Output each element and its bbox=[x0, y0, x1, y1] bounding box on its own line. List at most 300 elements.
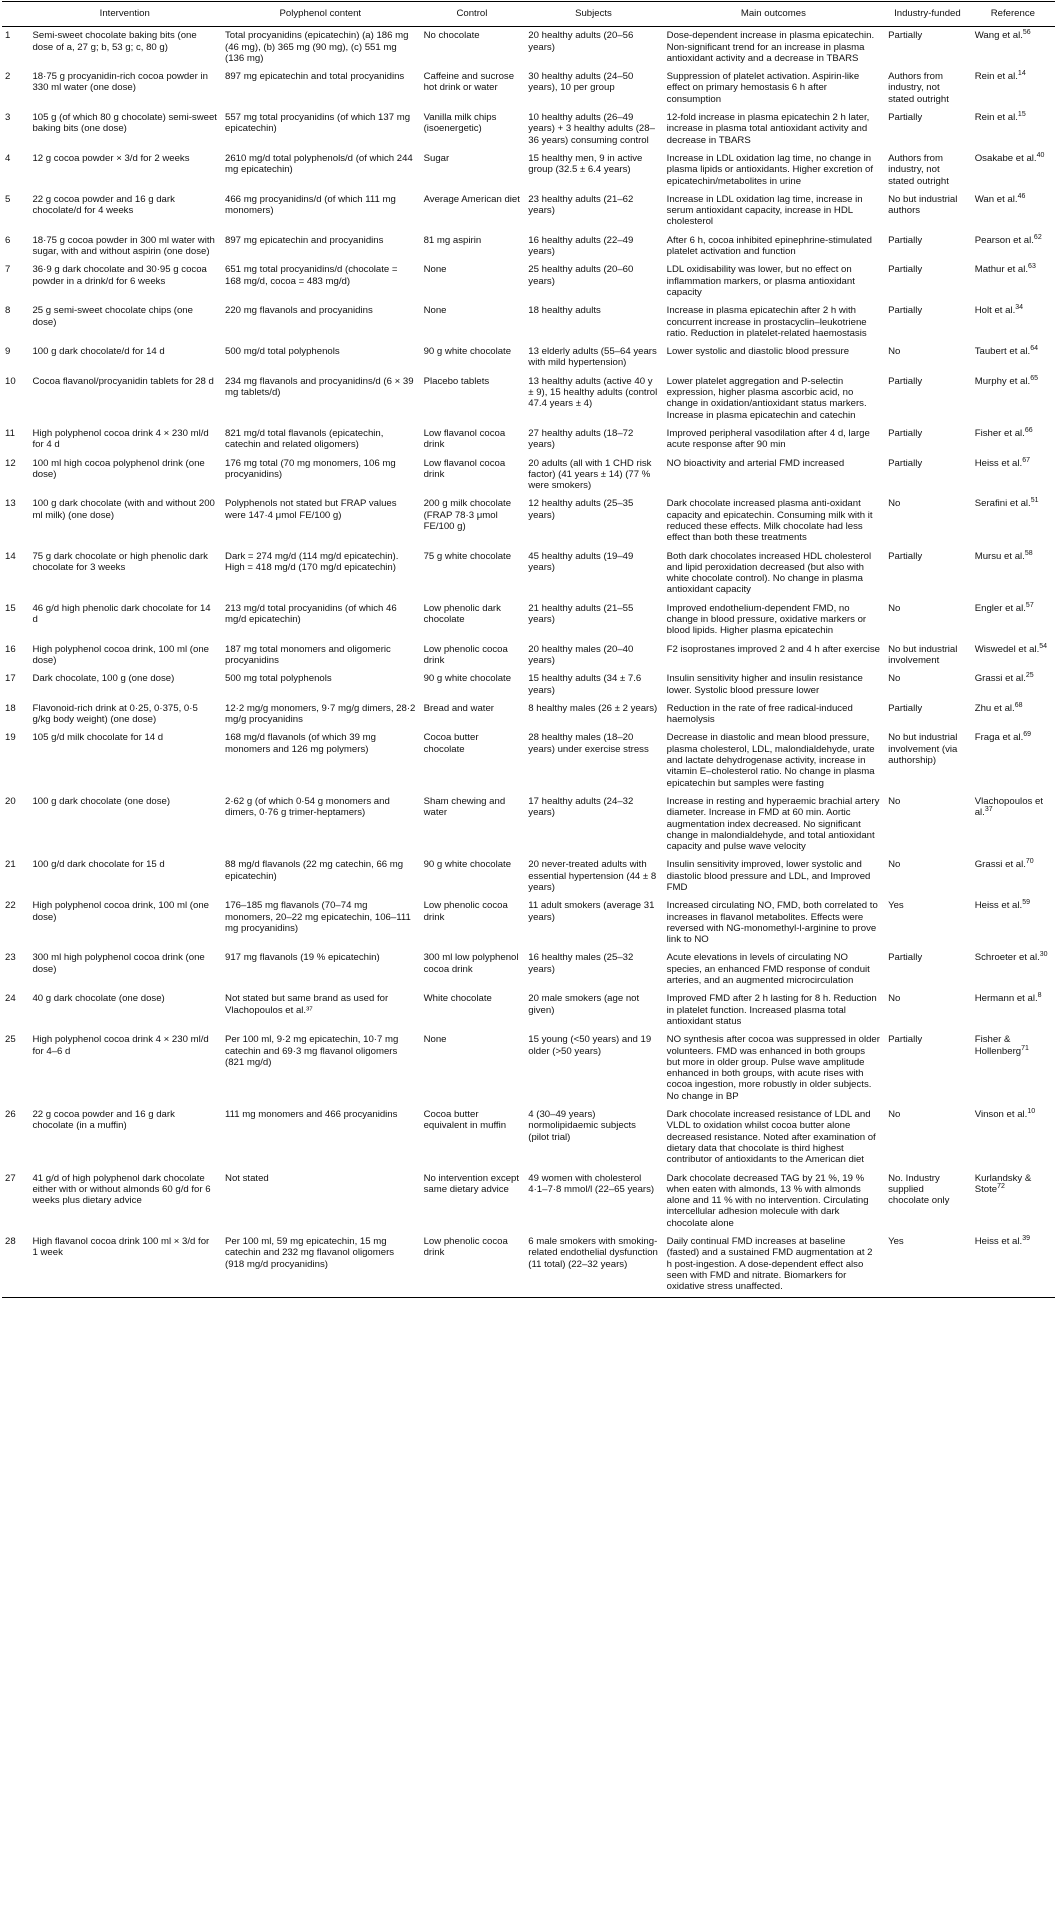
polyphenol-content-cell: 917 mg flavanols (19 % epicatechin) bbox=[225, 952, 380, 964]
industry-funded-cell: No but industrial authors bbox=[888, 193, 958, 217]
reference-text: Taubert et al. bbox=[974, 346, 1031, 358]
industry-funded-cell: No bbox=[888, 346, 901, 358]
industry-funded-cell: No bbox=[888, 498, 901, 510]
table-row bbox=[2, 150, 1055, 191]
reference-citation-number: 54 bbox=[1039, 642, 1048, 650]
reference-cell bbox=[971, 1170, 1055, 1233]
reference-citation-number: 69 bbox=[1023, 731, 1032, 739]
intervention-cell: 100 g/d dark chocolate for 15 d bbox=[32, 859, 165, 871]
polyphenol-content-cell: 12·2 mg/g monomers, 9·7 mg/g dimers, 28·2 mg/g procyanidins bbox=[225, 702, 416, 726]
intervention-cell: 18·75 g cocoa powder in 300 ml water with sugar, with and without aspirin (one dose) bbox=[32, 234, 215, 258]
main-outcomes-cell: Lower platelet aggregation and P-selectin expression, higher plasma ascorbic acid, no change in oxidation/antioxidant status markers. Increase in plasma epicatechin and catechin bbox=[666, 375, 867, 421]
table-row bbox=[2, 641, 1055, 671]
row-number: 11 bbox=[5, 427, 15, 439]
table-row bbox=[2, 1106, 1055, 1169]
reference-text: Rein et al. bbox=[974, 71, 1018, 83]
row-number: 28 bbox=[2, 1233, 28, 1297]
subjects-cell: 17 healthy adults (24–32 years) bbox=[528, 795, 634, 819]
control-cell: No chocolate bbox=[423, 30, 480, 42]
reference-citation-number: 64 bbox=[1030, 344, 1038, 352]
main-outcomes-cell: Improved FMD after 2 h lasting for 8 h. Reduction in platelet function. Increased plasma total antioxidant status bbox=[666, 993, 877, 1027]
control-cell: None bbox=[423, 305, 447, 317]
row-number: 9 bbox=[5, 346, 11, 358]
subjects-cell: 20 adults (all with 1 CHD risk factor) (41 years ± 14) (77 % were smokers) bbox=[528, 457, 652, 492]
control-cell: Cocoa butter equivalent in muffin bbox=[423, 1109, 507, 1132]
reference-text: Heiss et al. bbox=[974, 457, 1023, 469]
row-number: 5 bbox=[5, 193, 11, 205]
subjects-cell: 4 (30–49 years) normolipidaemic subjects (pilot trial) bbox=[528, 1109, 636, 1143]
table-row bbox=[2, 700, 1055, 730]
subjects-cell: 30 healthy adults (24–50 years), 10 per group bbox=[528, 71, 634, 94]
reference-text: Kurlandsky & Stote bbox=[974, 1172, 1032, 1195]
main-outcomes-cell: Improved peripheral vasodilation after 4 d, large acute response after 90 min bbox=[666, 427, 870, 451]
row-number: 23 bbox=[5, 952, 16, 964]
table-row bbox=[2, 856, 1055, 897]
table-row bbox=[2, 1031, 1055, 1106]
polyphenol-content-cell: Per 100 ml, 59 mg epicatechin, 15 mg catechin and 232 mg flavanol oligomers (918 mg/d procyanidins) bbox=[221, 1233, 420, 1297]
intervention-cell: 105 g/d milk chocolate for 14 d bbox=[32, 732, 164, 744]
intervention-cell: 46 g/d high phenolic dark chocolate for 14 d bbox=[32, 602, 211, 626]
reference-citation-number: 71 bbox=[1021, 1044, 1029, 1052]
intervention-cell: High polyphenol cocoa drink 4 × 230 ml/d for 4 d bbox=[32, 427, 209, 451]
reference-citation-number: 8 bbox=[1037, 992, 1042, 1000]
control-cell: Low phenolic cocoa drink bbox=[423, 900, 508, 923]
industry-funded-cell: Partially bbox=[888, 427, 923, 439]
control-cell: 75 g white chocolate bbox=[423, 550, 512, 562]
row-number: 4 bbox=[5, 152, 11, 164]
control-cell: None bbox=[423, 264, 447, 276]
polyphenol-content-cell: Polyphenols not stated but FRAP values were 147·4 μmol FE/100 g) bbox=[225, 498, 397, 521]
subjects-cell: 13 healthy adults (active 40 y ± 9), 15 healthy adults (control 47.4 years ± 4) bbox=[528, 375, 658, 410]
reference-citation-number: 70 bbox=[1025, 858, 1034, 866]
subjects-cell: 15 healthy men, 9 in active group (32.5 ± 6.4 years) bbox=[528, 152, 643, 176]
reference-citation-number: 56 bbox=[1022, 29, 1031, 37]
reference-citation-number: 67 bbox=[1022, 456, 1030, 464]
table-row bbox=[2, 261, 1055, 302]
polyphenol-content-cell: 2610 mg/d total polyphenols/d (of which 244 mg epicatechin) bbox=[225, 152, 413, 176]
control-cell: 90 g white chocolate bbox=[423, 859, 512, 871]
main-outcomes-cell: Decrease in diastolic and mean blood pressure, plasma cholesterol, LDL, malondialdehyde, urate and lactate dehydrogenase activity, increase in vitamin E–cholesterol ratio. No change in plasma epicatechin but samples were fasting bbox=[666, 732, 875, 789]
table-row bbox=[2, 455, 1055, 496]
reference-text: Wiswedel et al. bbox=[974, 643, 1040, 655]
intervention-cell: 100 g dark chocolate (with and without 200 ml milk) (one dose) bbox=[32, 498, 215, 521]
intervention-cell: 22 g cocoa powder and 16 g dark chocolate/d for 4 weeks bbox=[32, 193, 175, 217]
polyphenol-content-cell: 500 mg/d total polyphenols bbox=[225, 346, 340, 358]
control-cell: Sugar bbox=[423, 152, 450, 164]
intervention-cell: 105 g (of which 80 g chocolate) semi-sweet baking bits (one dose) bbox=[32, 112, 217, 135]
row-number: 12 bbox=[5, 457, 16, 469]
table-header bbox=[2, 2, 1055, 27]
row-number: 14 bbox=[5, 550, 16, 562]
reference-text: Hermann et al. bbox=[974, 993, 1038, 1005]
reference-citation-number: 63 bbox=[1028, 263, 1036, 271]
reference-text: Grassi et al. bbox=[974, 859, 1026, 871]
reference-cell bbox=[971, 897, 1055, 949]
polyphenol-content-cell: 500 mg total polyphenols bbox=[225, 673, 332, 685]
subjects-cell: 25 healthy adults (20–60 years) bbox=[528, 264, 634, 287]
control-cell: Placebo tablets bbox=[423, 375, 490, 387]
table-row bbox=[2, 27, 1055, 68]
polyphenol-content-cell: 234 mg flavanols and procyanidins/d (6 × 39 mg tablets/d) bbox=[225, 375, 414, 399]
header-industry-funded: Industry-funded bbox=[884, 2, 971, 27]
main-outcomes-cell: Increase in LDL oxidation lag time, increase in serum antioxidant capacity, increase in HDL cholesterol bbox=[666, 193, 863, 228]
table-row bbox=[2, 425, 1055, 455]
reference-cell bbox=[971, 455, 1055, 496]
row-number: 21 bbox=[5, 859, 16, 871]
reference-text: Holt et al. bbox=[974, 305, 1016, 317]
intervention-cell: Semi-sweet chocolate baking bits (one dose of a, 27 g; b, 53 g; c, 80 g) bbox=[32, 30, 197, 53]
subjects-cell: 20 healthy males (20–40 years) bbox=[528, 643, 634, 666]
industry-funded-cell: Partially bbox=[888, 952, 923, 964]
industry-funded-cell: No bbox=[888, 673, 901, 685]
industry-funded-cell: Authors from industry, not stated outright bbox=[888, 152, 949, 187]
reference-text: Heiss et al. bbox=[974, 1236, 1023, 1248]
main-outcomes-cell: Suppression of platelet activation. Aspirin-like effect on primary hemostasis 6 h after consumption bbox=[666, 71, 860, 105]
reference-citation-number: 14 bbox=[1017, 70, 1026, 77]
reference-citation-number: 10 bbox=[1027, 1107, 1036, 1115]
reference-cell bbox=[971, 949, 1055, 990]
reference-text: Rein et al. bbox=[974, 112, 1018, 124]
main-outcomes-cell: Dark chocolate increased plasma anti-oxidant capacity and epicatechin. Consuming milk with it reduced these effects. Milk chocolate had less effect than both these treatments bbox=[666, 498, 873, 544]
main-outcomes-cell: Dark chocolate increased resistance of LDL and VLDL to oxidation whilst cocoa butter alone decreased resistance. Noted after examination of dietary data that chocolate is third highest contributor of antioxidants to the American diet bbox=[666, 1109, 876, 1166]
control-cell: Low phenolic cocoa drink bbox=[423, 643, 508, 666]
reference-text: Zhu et al. bbox=[974, 702, 1015, 714]
control-cell: 90 g white chocolate bbox=[423, 673, 512, 685]
intervention-cell: 22 g cocoa powder and 16 g dark chocolate (in a muffin) bbox=[32, 1109, 175, 1132]
subjects-cell: 8 healthy males (26 ± 2 years) bbox=[528, 702, 658, 714]
subjects-cell: 21 healthy adults (21–55 years) bbox=[528, 602, 634, 626]
polyphenol-content-cell: Per 100 ml, 9·2 mg epicatechin, 10·7 mg catechin and 69·3 mg flavanol oligomers (821 mg/d) bbox=[225, 1034, 399, 1068]
reference-text: Osakabe et al. bbox=[974, 152, 1037, 164]
reference-text: Vlachopoulos et al. bbox=[974, 795, 1043, 819]
table-row bbox=[2, 68, 1055, 109]
reference-cell bbox=[971, 856, 1055, 897]
reference-citation-number: 59 bbox=[1022, 899, 1030, 907]
table-body bbox=[2, 27, 1055, 1297]
intervention-cell: 25 g semi-sweet chocolate chips (one dose) bbox=[32, 305, 193, 328]
row-number: 13 bbox=[5, 498, 16, 510]
industry-funded-cell: Yes bbox=[888, 900, 904, 912]
industry-funded-cell: No bbox=[888, 1109, 901, 1121]
subjects-cell: 6 male smokers with smoking-related endothelial dysfunction (11 total) (22–32 years) bbox=[524, 1233, 662, 1297]
reference-text: Vinson et al. bbox=[974, 1109, 1028, 1121]
table-row bbox=[2, 1170, 1055, 1233]
row-number: 1 bbox=[5, 30, 11, 42]
intervention-cell: High polyphenol cocoa drink, 100 ml (one dose) bbox=[32, 900, 209, 923]
subjects-cell: 15 healthy adults (34 ± 7.6 years) bbox=[528, 673, 642, 696]
reference-cell bbox=[971, 425, 1055, 455]
row-number: 26 bbox=[5, 1109, 16, 1121]
polyphenol-content-cell: 213 mg/d total procyanidins (of which 46 mg/d epicatechin) bbox=[225, 602, 397, 626]
main-outcomes-cell: 12-fold increase in plasma epicatechin 2 h later, increase in plasma total antioxidant activity and decrease in TBARS bbox=[666, 112, 870, 146]
reference-cell bbox=[971, 373, 1055, 425]
subjects-cell: 16 healthy adults (22–49 years) bbox=[528, 234, 634, 258]
table-row bbox=[2, 191, 1055, 232]
subjects-cell: 16 healthy males (25–32 years) bbox=[528, 952, 634, 975]
reference-citation-number: 72 bbox=[997, 1182, 1005, 1190]
control-cell: No intervention except same dietary advice bbox=[423, 1172, 520, 1195]
main-outcomes-cell: NO bioactivity and arterial FMD increased bbox=[666, 457, 845, 469]
reference-cell bbox=[971, 1031, 1055, 1106]
reference-text: Mathur et al. bbox=[974, 264, 1029, 276]
intervention-cell: 18·75 g procyanidin-rich cocoa powder in 330 ml water (one dose) bbox=[32, 71, 208, 94]
reference-cell bbox=[971, 729, 1055, 792]
industry-funded-cell: Authors from industry, not stated outright bbox=[888, 71, 949, 105]
table-row bbox=[2, 548, 1055, 600]
industry-funded-cell: Partially bbox=[888, 702, 923, 714]
polyphenol-content-cell: 111 mg monomers and 466 procyanidins bbox=[225, 1109, 398, 1121]
control-cell: Bread and water bbox=[423, 702, 494, 714]
subjects-cell: 27 healthy adults (18–72 years) bbox=[528, 427, 634, 451]
main-outcomes-cell: Increase in resting and hyperaemic brachial artery diameter. Increase in FMD at 60 min. Aortic augmentation index decreased. No significant change in malondialdehyde, and total antioxidant capacity and pulse wave velocity bbox=[666, 795, 880, 853]
row-number: 16 bbox=[5, 643, 16, 655]
main-outcomes-cell: Improved endothelium-dependent FMD, no change in blood pressure, oxidative markers or blood lipids. Higher plasma epicatechin bbox=[666, 602, 867, 637]
industry-funded-cell: Partially bbox=[888, 550, 923, 562]
reference-citation-number: 40 bbox=[1036, 151, 1045, 159]
main-outcomes-cell: LDL oxidisability was lower, but no effect on inflammation markers, or plasma antioxidant capacity bbox=[666, 264, 855, 298]
row-number: 7 bbox=[5, 264, 11, 276]
row-number: 6 bbox=[5, 234, 11, 246]
industry-funded-cell: No but industrial involvement bbox=[888, 643, 958, 666]
reference-text: Mursu et al. bbox=[974, 550, 1025, 562]
control-cell: Caffeine and sucrose hot drink or water bbox=[423, 71, 515, 94]
row-number: 17 bbox=[5, 673, 16, 685]
intervention-cell: 75 g dark chocolate or high phenolic dark chocolate for 3 weeks bbox=[32, 550, 208, 573]
reference-citation-number: 66 bbox=[1024, 426, 1033, 434]
subjects-cell: 23 healthy adults (21–62 years) bbox=[528, 193, 634, 217]
row-number: 10 bbox=[5, 375, 16, 387]
main-outcomes-cell: After 6 h, cocoa inhibited epinephrine-stimulated platelet activation and function bbox=[666, 234, 872, 258]
reference-text: Fisher et al. bbox=[974, 427, 1025, 439]
polyphenol-content-cell: 187 mg total monomers and oligomeric procyanidins bbox=[225, 643, 391, 666]
main-outcomes-cell: Both dark chocolates increased HDL cholesterol and lipid peroxidation decreased (but also with white chocolate control). No change in plasma antioxidant capacity bbox=[666, 550, 872, 596]
subjects-cell: 49 women with cholesterol 4·1–7·8 mmol/l (22–65 years) bbox=[528, 1172, 655, 1195]
intervention-cell: Dark chocolate, 100 g (one dose) bbox=[32, 673, 175, 685]
control-cell: 200 g milk chocolate (FRAP 78·3 μmol FE/100 g) bbox=[423, 498, 512, 532]
table-row bbox=[2, 670, 1055, 700]
main-outcomes-cell: Increase in plasma epicatechin after 2 h with concurrent increase in prostacyclin–leukotriene ratio. Reduction in platelet-related haemostasis bbox=[666, 305, 867, 339]
subjects-cell: 11 adult smokers (average 31 years) bbox=[528, 900, 655, 923]
polyphenol-content-cell: 88 mg/d flavanols (22 mg catechin, 66 mg epicatechin) bbox=[225, 859, 404, 882]
control-cell: Low flavanol cocoa drink bbox=[423, 427, 506, 451]
row-number: 8 bbox=[5, 305, 11, 317]
control-cell: 300 ml low polyphenol cocoa drink bbox=[423, 952, 519, 975]
reference-citation-number: 39 bbox=[1022, 1234, 1030, 1242]
reference-text: Wan et al. bbox=[974, 193, 1018, 205]
reference-cell bbox=[971, 1233, 1055, 1297]
header-reference: Reference bbox=[971, 2, 1055, 27]
main-outcomes-cell: F2 isoprostanes improved 2 and 4 h after exercise bbox=[666, 643, 880, 655]
studies-table bbox=[2, 1, 1055, 1298]
main-outcomes-cell: Dark chocolate decreased TAG by 21 %, 19 % when eaten with almonds, 13 % with almonds alone and 11 % with no intervention. Circulating intercellular adhesion molecule with dark chocolate alone bbox=[666, 1172, 869, 1229]
industry-funded-cell: Partially bbox=[888, 264, 923, 276]
reference-citation-number: 25 bbox=[1025, 672, 1034, 680]
row-number: 27 bbox=[5, 1172, 16, 1184]
reference-cell bbox=[971, 27, 1055, 68]
subjects-cell: 12 healthy adults (25–35 years) bbox=[528, 498, 634, 521]
row-number: 2 bbox=[5, 71, 11, 83]
control-cell: None bbox=[423, 1034, 447, 1046]
reference-text: Murphy et al. bbox=[974, 375, 1031, 387]
polyphenol-content-cell: Total procyanidins (epicatechin) (a) 186 mg (46 mg), (b) 365 mg (90 mg), (c) 551 mg (136 mg) bbox=[225, 30, 409, 64]
polyphenol-content-cell: 651 mg total procyanidins/d (chocolate = 168 mg/d, cocoa = 483 mg/d) bbox=[225, 264, 398, 287]
table-row bbox=[2, 729, 1055, 792]
industry-funded-cell: Partially bbox=[888, 112, 923, 124]
control-cell: Sham chewing and water bbox=[423, 795, 506, 819]
subjects-cell: 45 healthy adults (19–49 years) bbox=[528, 550, 634, 573]
subjects-cell: 10 healthy adults (26–49 years) + 3 healthy adults (28–36 years) consuming control bbox=[528, 112, 655, 146]
industry-funded-cell: No. Industry supplied chocolate only bbox=[888, 1172, 950, 1207]
reference-cell bbox=[971, 68, 1055, 109]
subjects-cell: 20 healthy adults (20–56 years) bbox=[528, 30, 634, 53]
reference-text: Schroeter et al. bbox=[974, 952, 1040, 964]
reference-text: Fisher & Hollenberg bbox=[974, 1034, 1022, 1057]
industry-funded-cell: Partially bbox=[888, 457, 923, 469]
intervention-cell: 36·9 g dark chocolate and 30·95 g cocoa powder in a drink/d for 6 weeks bbox=[32, 264, 207, 287]
table-row bbox=[2, 109, 1055, 150]
reference-text: Wang et al. bbox=[974, 30, 1023, 42]
polyphenol-content-cell: 821 mg/d total flavanols (epicatechin, catechin and related oligomers) bbox=[225, 427, 384, 451]
control-cell: Cocoa butter chocolate bbox=[423, 732, 479, 755]
control-cell: Low phenolic cocoa drink bbox=[420, 1233, 525, 1297]
main-outcomes-cell: Reduction in the rate of free radical-induced haemolysis bbox=[666, 702, 853, 726]
polyphenol-content-cell: Dark = 274 mg/d (114 mg/d epicatechin). High = 418 mg/d (170 mg/d epicatechin) bbox=[225, 550, 399, 573]
row-number: 20 bbox=[5, 795, 16, 807]
intervention-cell: 100 g dark chocolate/d for 14 d bbox=[32, 346, 165, 358]
table-row bbox=[2, 343, 1055, 373]
industry-funded-cell: Partially bbox=[888, 375, 923, 387]
table-row bbox=[2, 897, 1055, 949]
header-subjects: Subjects bbox=[524, 2, 662, 27]
header-intervention: Intervention bbox=[28, 2, 221, 27]
polyphenol-content-cell: 466 mg procyanidins/d (of which 111 mg monomers) bbox=[225, 193, 396, 217]
control-cell: 81 mg aspirin bbox=[423, 234, 482, 246]
reference-cell bbox=[971, 109, 1055, 150]
row-number: 19 bbox=[5, 732, 16, 744]
header-control: Control bbox=[420, 2, 525, 27]
industry-funded-cell: Partially bbox=[888, 30, 923, 42]
reference-citation-number: 65 bbox=[1030, 374, 1038, 382]
table-row bbox=[2, 232, 1055, 262]
table-row bbox=[2, 1233, 1055, 1297]
reference-citation-number: 46 bbox=[1017, 192, 1026, 200]
industry-funded-cell: Partially bbox=[888, 305, 923, 317]
intervention-cell: High flavanol cocoa drink 100 ml × 3/d for 1 week bbox=[28, 1233, 221, 1297]
subjects-cell: 20 never-treated adults with essential hypertension (44 ± 8 years) bbox=[528, 859, 657, 893]
intervention-cell: Cocoa flavanol/procyanidin tablets for 28 d bbox=[32, 375, 214, 387]
reference-cell bbox=[971, 670, 1055, 700]
intervention-cell: 300 ml high polyphenol cocoa drink (one dose) bbox=[32, 952, 205, 975]
intervention-cell: High polyphenol cocoa drink 4 × 230 ml/d for 4–6 d bbox=[32, 1034, 209, 1057]
main-outcomes-cell: Daily continual FMD increases at baseline (fasted) and a sustained FMD augmentation at 2 h post-ingestion. A dose-dependent effect also seen with FMD and nitrate. Biomarkers for oxidative stress unaffected. bbox=[663, 1233, 884, 1297]
reference-cell bbox=[971, 232, 1055, 262]
row-number: 22 bbox=[5, 900, 16, 912]
polyphenol-content-cell: Not stated bbox=[225, 1172, 269, 1184]
reference-cell bbox=[971, 990, 1055, 1031]
main-outcomes-cell: Dose-dependent increase in plasma epicatechin. Non-significant trend for an increase in plasma antioxidant activity and a decrease in TBARS bbox=[666, 30, 875, 64]
industry-funded-cell: Partially bbox=[888, 1034, 923, 1046]
intervention-cell: 41 g/d of high polyphenol dark chocolate either with or without almonds 60 g/d for 6 weeks plus dietary advice bbox=[32, 1172, 211, 1207]
reference-cell bbox=[971, 261, 1055, 302]
industry-funded-cell: No bbox=[888, 795, 901, 807]
polyphenol-content-cell: 168 mg/d flavanols (of which 39 mg monomers and 126 mg polymers) bbox=[225, 732, 376, 755]
polyphenol-content-cell: 897 mg epicatechin and total procyanidins bbox=[225, 71, 405, 83]
reference-citation-number: 37 bbox=[984, 806, 993, 814]
industry-funded-cell: No but industrial involvement (via authorship) bbox=[888, 732, 958, 767]
industry-funded-cell: Partially bbox=[888, 234, 923, 246]
reference-text: Fraga et al. bbox=[974, 732, 1024, 744]
reference-citation-number: 68 bbox=[1014, 701, 1023, 709]
intervention-cell: High polyphenol cocoa drink, 100 ml (one dose) bbox=[32, 643, 209, 666]
control-cell: 90 g white chocolate bbox=[423, 346, 512, 358]
table-row bbox=[2, 373, 1055, 425]
industry-funded-cell: No bbox=[888, 993, 901, 1005]
reference-citation-number: 62 bbox=[1033, 233, 1042, 241]
subjects-cell: 20 male smokers (age not given) bbox=[528, 993, 640, 1016]
table-row bbox=[2, 793, 1055, 856]
main-outcomes-cell: Insulin sensitivity higher and insulin resistance lower. Systolic blood pressure lower bbox=[666, 673, 863, 696]
industry-funded-cell: No bbox=[888, 859, 901, 871]
polyphenol-content-cell: 220 mg flavanols and procyanidins bbox=[225, 305, 373, 317]
reference-citation-number: 51 bbox=[1030, 497, 1039, 505]
intervention-cell: Flavonoid-rich drink at 0·25, 0·375, 0·5 g/kg body weight) (one dose) bbox=[32, 702, 198, 726]
main-outcomes-cell: Lower systolic and diastolic blood pressure bbox=[666, 346, 850, 358]
industry-funded-cell: Yes bbox=[884, 1233, 971, 1297]
polyphenol-content-cell: 2·62 g (of which 0·54 g monomers and dimers, 0·76 g trimer-heptamers) bbox=[225, 795, 390, 819]
row-number: 3 bbox=[5, 112, 11, 124]
polyphenol-content-cell: 897 mg epicatechin and procyanidins bbox=[225, 234, 384, 246]
table-row bbox=[2, 302, 1055, 343]
reference-cell bbox=[971, 700, 1055, 730]
intervention-cell: 100 g dark chocolate (one dose) bbox=[32, 795, 171, 807]
reference-cell bbox=[971, 302, 1055, 343]
reference-cell bbox=[971, 150, 1055, 191]
reference-citation-number: 34 bbox=[1015, 304, 1024, 312]
industry-funded-cell: No bbox=[888, 602, 901, 614]
control-cell: Low flavanol cocoa drink bbox=[423, 457, 506, 480]
polyphenol-content-cell: 557 mg total procyanidins (of which 137 mg epicatechin) bbox=[225, 112, 411, 135]
reference-citation-number: 30 bbox=[1039, 951, 1048, 959]
polyphenol-content-cell: 176–185 mg flavanols (70–74 mg monomers, 20–22 mg epicatechin, 106–111 mg procyanidins) bbox=[225, 900, 411, 934]
reference-cell bbox=[971, 600, 1055, 641]
main-outcomes-cell: Increased circulating NO, FMD, both correlated to increases in flavanol metabolites. Effects were reversed with NG-monomethyl-l-arginine to prove link to NO bbox=[666, 900, 878, 946]
reference-citation-number: 58 bbox=[1024, 549, 1033, 557]
subjects-cell: 18 healthy adults bbox=[528, 305, 601, 317]
table-row bbox=[2, 949, 1055, 990]
main-outcomes-cell: Acute elevations in levels of circulating NO species, an enhanced FMD response of conduit arteries, and an augmented microcirculation bbox=[666, 952, 870, 987]
header-polyphenol-content: Polyphenol content bbox=[221, 2, 420, 27]
row-number: 25 bbox=[5, 1034, 16, 1046]
reference-cell bbox=[971, 548, 1055, 600]
row-number: 24 bbox=[5, 993, 16, 1005]
reference-cell bbox=[971, 641, 1055, 671]
main-outcomes-cell: Increase in LDL oxidation lag time, no change in plasma lipids or antioxidants. Higher excretion of epicatechin/metabolites in urine bbox=[666, 152, 874, 187]
control-cell: Average American diet bbox=[423, 193, 520, 205]
reference-text: Grassi et al. bbox=[974, 673, 1026, 685]
reference-cell bbox=[971, 495, 1055, 547]
row-number: 15 bbox=[5, 602, 16, 614]
intervention-cell: 100 ml high cocoa polyphenol drink (one dose) bbox=[32, 457, 205, 480]
header-main-outcomes: Main outcomes bbox=[663, 2, 884, 27]
table-row bbox=[2, 495, 1055, 547]
table-row bbox=[2, 990, 1055, 1031]
subjects-cell: 15 young (<50 years) and 19 older (>50 years) bbox=[528, 1034, 652, 1057]
reference-citation-number: 15 bbox=[1017, 110, 1026, 118]
header-number bbox=[2, 2, 28, 27]
reference-cell bbox=[971, 1106, 1055, 1169]
control-cell: Vanilla milk chips (isoenergetic) bbox=[423, 112, 497, 135]
subjects-cell: 13 elderly adults (55–64 years with mild hypertension) bbox=[528, 346, 657, 369]
